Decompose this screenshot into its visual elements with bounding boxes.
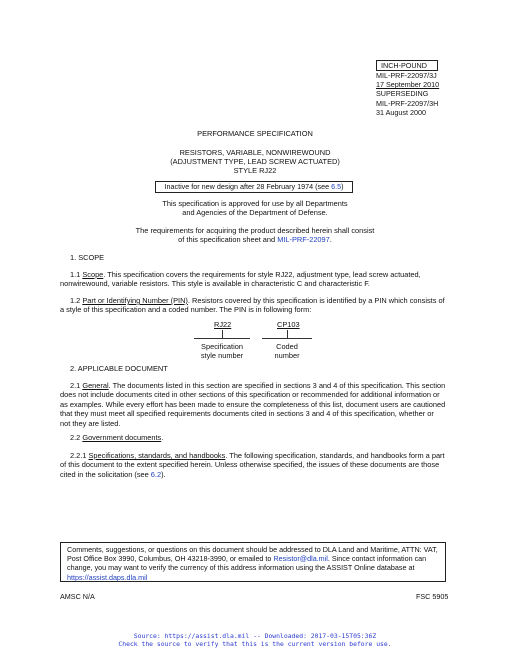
p11-title: Scope (82, 270, 104, 279)
p221-number: 2.2.1 (70, 451, 89, 460)
fsc-label: FSC 5905 (416, 592, 449, 601)
comments-box (60, 542, 446, 582)
p221-end: ). (161, 469, 166, 479)
approval-line-2: and Agencies of the Department of Defense. (182, 208, 328, 217)
inactive-text: Inactive for new design after 28 February 1974 (see (164, 182, 332, 191)
p221-text: . The following specification, standards, and handbooks form a part of this document to the extent specified herein. Unless otherwise specified, the issues of these documents are those cited in the solicitation (see (60, 451, 445, 479)
paragraph-1-2 (60, 296, 446, 315)
p21-number: 2.1 (70, 381, 83, 390)
requirements-end: . (329, 235, 332, 244)
approval-line-1: This specification is approved for use by all Departments (162, 199, 348, 208)
pin-label-1b: style number (200, 351, 244, 360)
paragraph-2-2-1 (60, 451, 446, 479)
p21-text: . The documents listed in this section are specified in sections 3 and 4 of this specification. This section does not include documents cited in other sections of this specification or recommended for additional information or as examples. While every effort has been made to ensure the completeness of this list, document users are cautioned that they must meet all specified requirements documents cited in sections 3 and 4 of this specification, whether or not they are listed. (60, 381, 446, 428)
spec-type-title: PERFORMANCE SPECIFICATION (197, 129, 313, 138)
p221-ref-link[interactable]: 6.2 (150, 469, 162, 479)
amsc-label: AMSC N/A (60, 592, 95, 601)
paragraph-1-1 (60, 270, 446, 289)
section-2-heading: 2. APPLICABLE DOCUMENT (70, 364, 168, 373)
pin-underline-1 (194, 338, 250, 339)
p22-title: Government documents (82, 433, 162, 442)
p22-number: 2.2 (70, 433, 83, 442)
pin-label-2b: number (274, 351, 300, 360)
spec-ref-link[interactable]: MIL-PRF-22097 (277, 235, 330, 244)
p22-text: . (161, 433, 164, 442)
pin-label-1a: Specification (201, 342, 243, 351)
pin-style-code: RJ22 (214, 320, 232, 329)
inactive-notice (155, 181, 353, 193)
comments-text-1: Comments, suggestions, or questions on this document should be addressed to DLA Land and Maritime, ATTN: VAT, Post Office Box 3990, Columbus, OH 43218-3990, or emailed to (67, 545, 438, 564)
pin-underline-2 (262, 338, 312, 339)
requirements-line-1: The requirements for acquiring the product described herein shall consist (135, 226, 375, 235)
title-line-1: RESISTORS, VARIABLE, NONWIREWOUND (179, 148, 331, 157)
superseded-number: MIL-PRF-22097/3H (376, 98, 439, 108)
source-line-1: Source: https://assist.dla.mil -- Downloaded: 2017-03-15T05:36Z (133, 632, 377, 640)
p21-title: General (82, 381, 109, 390)
pin-label-1 (192, 342, 252, 360)
p11-number: 1.1 (70, 270, 83, 279)
pin-diagram (190, 320, 320, 360)
paragraph-2-2 (60, 433, 446, 442)
inactive-ref-link[interactable]: 6.5 (331, 182, 342, 191)
source-line-2: Check the source to verify that this is the current version before use. (118, 640, 392, 648)
p12-title: Part or Identifying Number (PIN) (82, 296, 188, 305)
p12-number: 1.2 (70, 296, 83, 305)
source-notice (0, 632, 510, 648)
superseding-label: SUPERSEDING (376, 89, 429, 99)
superseded-date: 31 August 2000 (376, 107, 426, 117)
pin-connector-1 (222, 330, 223, 338)
pin-coded-number: CP103 (277, 320, 300, 329)
document-header (376, 60, 486, 117)
requirements-text: of this specification sheet and (178, 235, 278, 244)
p12-text: . Resistors covered by this specification is identified by a PIN which consists of a style of this specification and a coded number. The PIN is in following form: (60, 296, 445, 315)
pin-label-2 (257, 342, 317, 360)
p221-title: Specifications, standards, and handbooks (88, 451, 226, 460)
doc-date: 17 September 2010 (376, 80, 440, 90)
doc-number: MIL-PRF-22097/3J (376, 71, 437, 80)
pin-label-2a: Coded (276, 342, 298, 351)
assist-url-link[interactable]: https://assist.daps.dla.mil (67, 572, 148, 582)
inactive-close: ) (341, 182, 344, 191)
paragraph-2-1 (60, 381, 446, 428)
email-link[interactable]: Resistor@dla.mil (273, 554, 328, 564)
requirements-line-2 (0, 235, 510, 244)
title-line-3: STYLE RJ22 (233, 166, 277, 175)
inch-pound-label: INCH-POUND (376, 60, 438, 71)
section-1-heading: 1. SCOPE (70, 253, 105, 262)
pin-connector-2 (287, 330, 288, 338)
title-line-2: (ADJUSTMENT TYPE, LEAD SCREW ACTUATED) (170, 157, 340, 166)
p11-text: . This specification covers the requirements for style RJ22, adjustment type, lead screw actuated, nonwirewound, variable resistors. This style is available in characteristic C and characteristic F. (60, 270, 421, 289)
comments-text-2: . Since contact information can change, you may want to verify the currency of this address information using the ASSIST Online database at (67, 554, 427, 573)
